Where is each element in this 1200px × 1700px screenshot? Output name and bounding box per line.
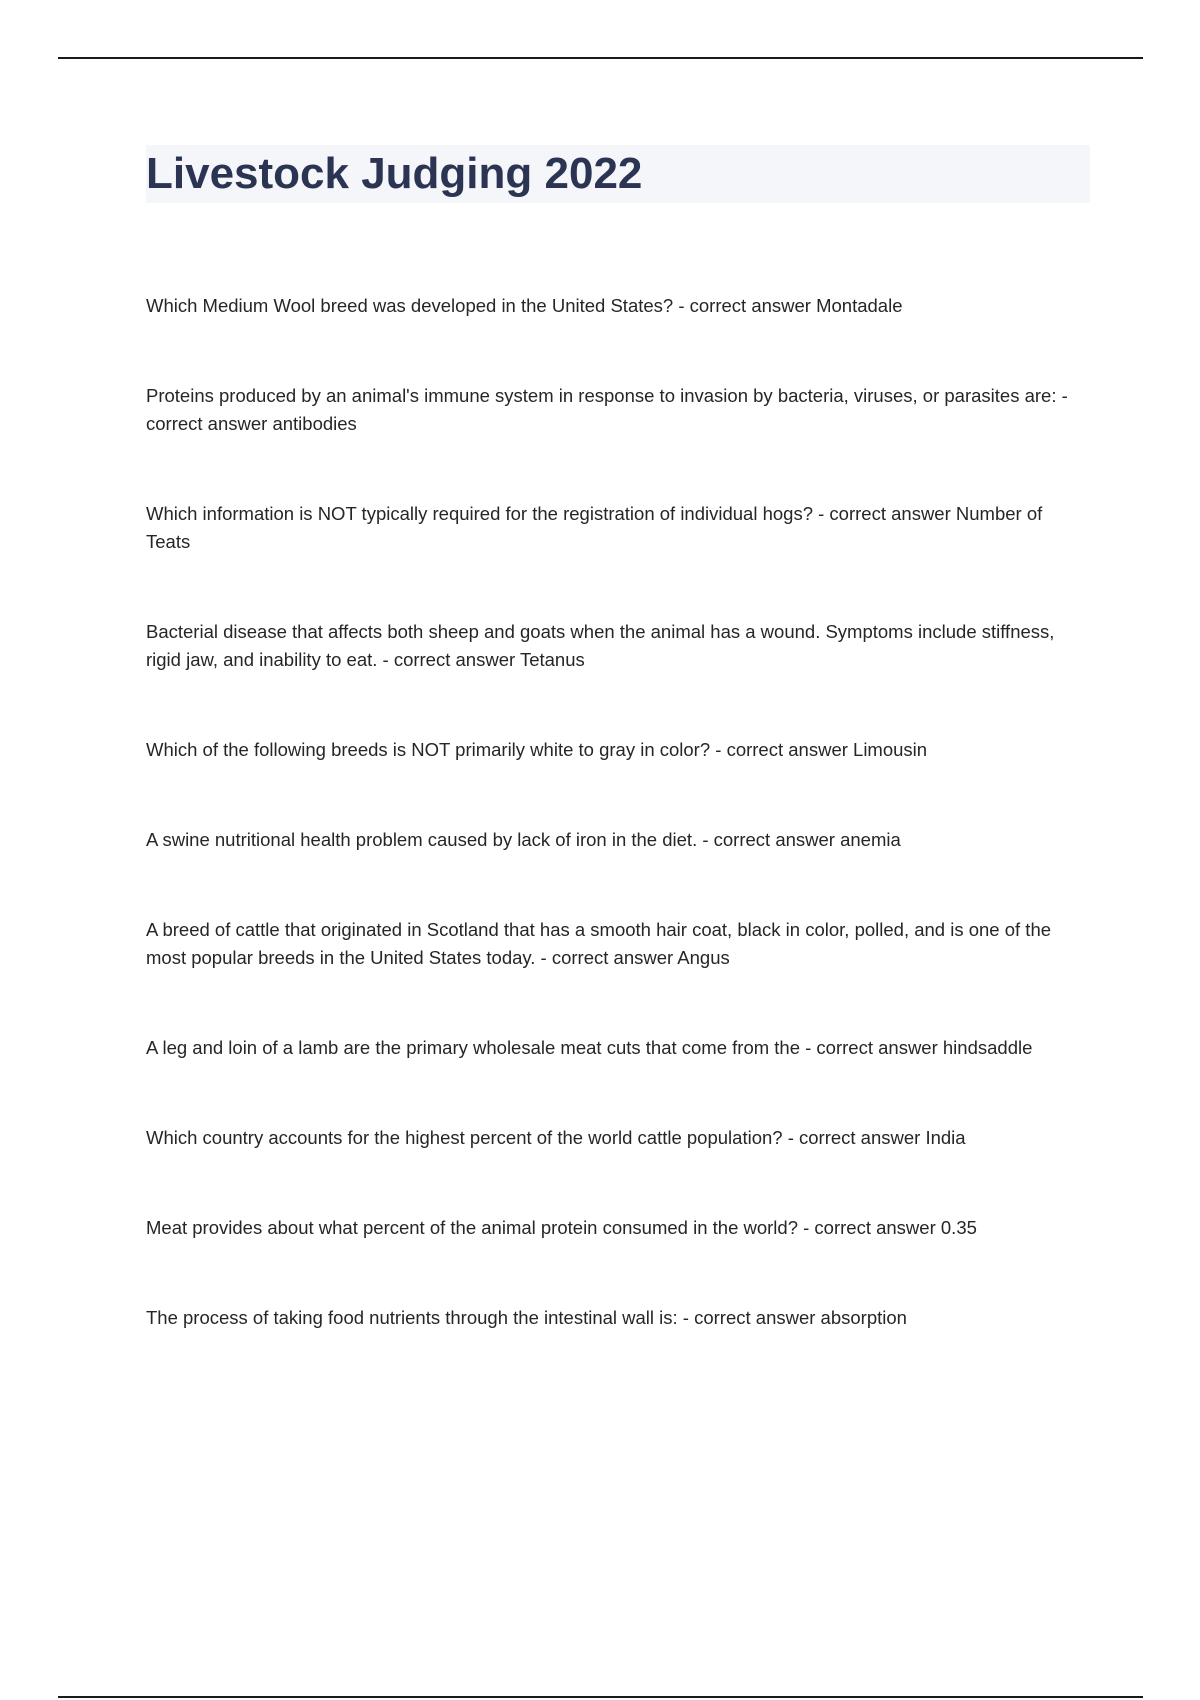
qa-item: The process of taking food nutrients through the intestinal wall is: - correct answer absorption <box>146 1307 907 1328</box>
qa-item: Which of the following breeds is NOT primarily white to gray in color? - correct answer Limousin <box>146 739 928 760</box>
qa-list <box>146 292 1090 1394</box>
qa-item: Meat provides about what percent of the animal protein consumed in the world? - correct answer 0.35 <box>146 1217 977 1238</box>
qa-item: Which Medium Wool breed was developed in the United States? - correct answer Montadale <box>146 295 903 316</box>
qa-item: Bacterial disease that affects both sheep and goats when the animal has a wound. Symptoms include stiffness, rigid jaw, and inability to eat. - correct answer Tetanus <box>146 621 1055 670</box>
top-rule <box>58 57 1143 59</box>
qa-item: A breed of cattle that originated in Scotland that has a smooth hair coat, black in color, polled, and is one of the most popular breeds in the United States today. - correct answer Angus <box>146 919 1052 968</box>
qa-item: Which country accounts for the highest percent of the world cattle population? - correct answer India <box>146 1127 966 1148</box>
bottom-rule <box>58 1696 1143 1698</box>
qa-item: Which information is NOT typically required for the registration of individual hogs? - correct answer Number of Teats <box>146 503 1043 552</box>
qa-item: A swine nutritional health problem caused by lack of iron in the diet. - correct answer anemia <box>146 829 901 850</box>
qa-item: A leg and loin of a lamb are the primary wholesale meat cuts that come from the - correct answer hindsaddle <box>146 1037 1033 1058</box>
page-title: Livestock Judging 2022 <box>146 149 643 198</box>
qa-item: Proteins produced by an animal's immune system in response to invasion by bacteria, viruses, or parasites are: - correct answer antibodies <box>146 385 1068 434</box>
